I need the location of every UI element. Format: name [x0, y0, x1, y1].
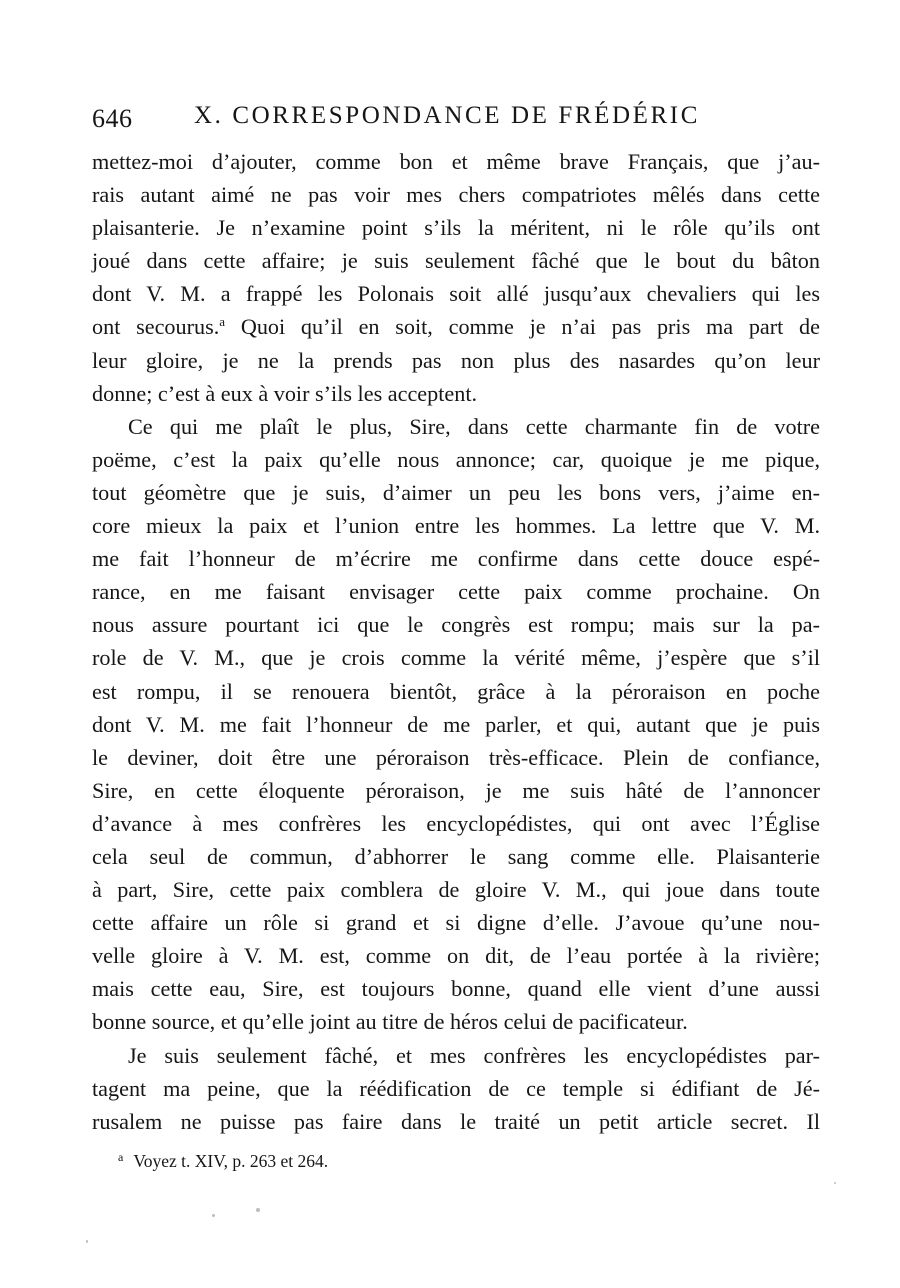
scan-speck — [212, 1214, 215, 1217]
text-line: le deviner, doit être une péroraison très-efficace. Plein de confiance, — [92, 744, 820, 770]
text-line: dont V. M. a frappé les Polonais soit allé jusqu’aux chevaliers qui les — [92, 281, 820, 307]
scan-speck — [834, 1182, 836, 1184]
text-line: rusalem ne puisse pas faire dans le traité un petit article secret. Il — [92, 1108, 820, 1134]
text-line: Ce qui me plaît le plus, Sire, dans cette charmante fin de votre — [128, 413, 820, 439]
scan-speck — [86, 1240, 88, 1243]
text-line: nous assure pourtant ici que le congrès est rompu; mais sur la pa- — [92, 612, 820, 638]
footnote-text: Voyez t. XIV, p. 263 et 264. — [133, 1151, 329, 1171]
text-line: donne; c’est à eux à voir s’ils les acceptent. — [92, 380, 478, 406]
text-line: tagent ma peine, que la réédification de ce temple si édifiant de Jé- — [92, 1075, 820, 1101]
text-line: Je suis seulement fâché, et mes confrères les encyclopédistes par- — [128, 1042, 820, 1068]
footnote — [118, 1150, 328, 1172]
text-line-with-footnote — [92, 310, 820, 343]
text-line: core mieux la paix et l’union entre les hommes. La lettre que V. M. — [92, 513, 820, 539]
running-head: X. CORRESPONDANCE DE FRÉDÉRIC — [194, 102, 701, 129]
text-line: rais autant aimé ne pas voir mes chers compatriotes mêlés dans cette — [92, 182, 820, 208]
text-line: me fait l’honneur de m’écrire me confirme dans cette douce espé- — [92, 546, 820, 572]
text-fragment: Quoi qu’il en soit, comme je n’ai pas pris ma part de — [240, 314, 820, 340]
footnote-mark: a — [118, 1150, 124, 1164]
text-line: poëme, c’est la paix qu’elle nous annonce; car, quoique je me pique, — [92, 446, 820, 472]
text-line: leur gloire, je ne la prends pas non plus des nasardes qu’on leur — [92, 347, 820, 373]
text-line: cela seul de commun, d’abhorrer le sang comme elle. Plaisanterie — [92, 843, 820, 869]
text-line: d’avance à mes confrères les encyclopédistes, qui ont avec l’Église — [92, 810, 820, 836]
text-line: mettez-moi d’ajouter, comme bon et même brave Français, que j’au- — [92, 149, 820, 174]
text-fragment: ont secourus. — [92, 314, 220, 340]
text-line: rance, en me faisant envisager cette paix comme prochaine. On — [92, 579, 820, 605]
body-text — [92, 145, 820, 1138]
text-line: mais cette eau, Sire, est toujours bonne, quand elle vient d’une aussi — [92, 976, 820, 1002]
text-line: tout géomètre que je suis, d’aimer un peu les bons vers, j’aime en- — [92, 479, 820, 505]
page-header — [92, 100, 832, 140]
text-line: Sire, en cette éloquente péroraison, je me suis hâté de l’annoncer — [92, 777, 820, 803]
scan-speck — [256, 1208, 260, 1212]
text-line: velle gloire à V. M. est, comme on dit, de l’eau portée à la rivière; — [92, 943, 820, 969]
text-line: role de V. M., que je crois comme la vérité même, j’espère que s’il — [92, 645, 820, 671]
text-line: à part, Sire, cette paix comblera de gloire V. M., qui joue dans toute — [92, 877, 820, 903]
page-number: 646 — [92, 104, 133, 133]
text-line: cette affaire un rôle si grand et si digne d’elle. J’avoue qu’une nou- — [92, 910, 820, 936]
text-line: bonne source, et qu’elle joint au titre de héros celui de pacificateur. — [92, 1009, 688, 1035]
text-line: plaisanterie. Je n’examine point s’ils la méritent, ni le rôle qu’ils ont — [92, 215, 820, 241]
text-line: dont V. M. me fait l’honneur de me parler, et qui, autant que je puis — [92, 711, 820, 737]
text-line: est rompu, il se renouera bientôt, grâce à la péroraison en poche — [92, 678, 820, 704]
footnote-reference[interactable]: a — [219, 314, 226, 330]
text-line: joué dans cette affaire; je suis seulement fâché que le bout du bâton — [92, 248, 820, 274]
